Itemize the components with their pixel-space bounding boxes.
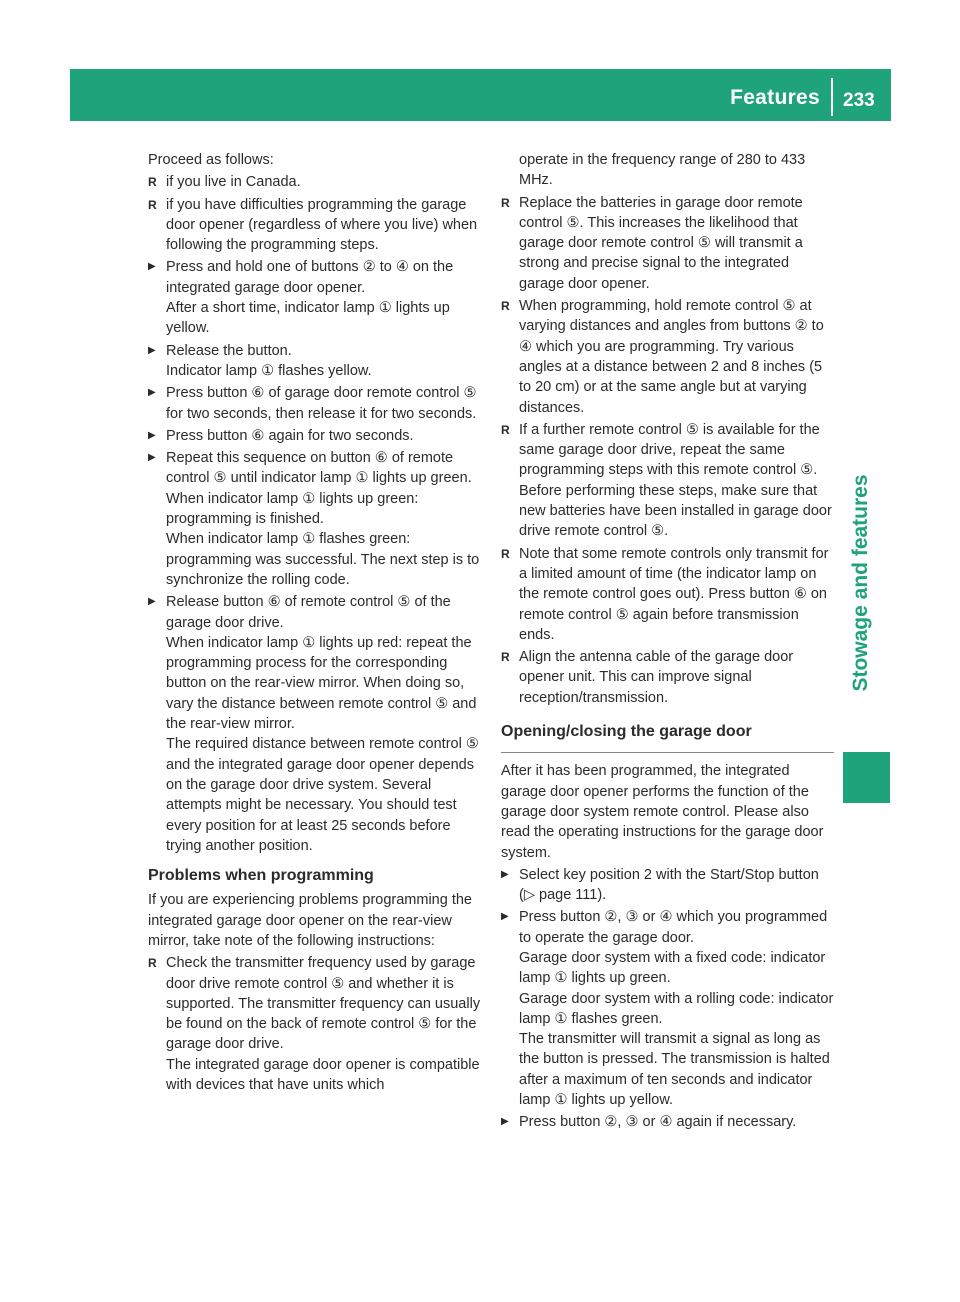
step-item: ▶ Press and hold one of buttons ② to ④ on the integrated garage door opener. xyxy=(148,257,482,298)
step-result: Indicator lamp ① flashes yellow. xyxy=(166,362,372,379)
step-result: When indicator lamp ① lights up red: repeat the programming process for the corresponding button on the rear-view mirror. When doing so, vary the distance between remote control ⑤ and the rear-view mirror. xyxy=(166,634,477,733)
step-item: ▶ Select key position 2 with the Start/Stop button (▷ page 111). xyxy=(501,865,834,906)
step-result: After a short time, indicator lamp ① lights up yellow. xyxy=(166,300,450,337)
page-number: 233 xyxy=(843,90,875,111)
bullet-item: R Note that some remote controls only transmit for a limited amount of time (the indicator lamp on the remote control goes out). Press button ⑥ on remote control ⑤ again before transmission ends. xyxy=(501,544,834,645)
step-item: ▶ Press button ⑥ again for two seconds. xyxy=(148,426,482,446)
paragraph: After it has been programmed, the integrated garage door opener performs the function of the garage door system remote control. Please also read the operating instructions for the garage door system. xyxy=(501,763,824,861)
step-result: Garage door system with a fixed code: indicator lamp ① lights up green. xyxy=(519,949,826,987)
step-item: ▶ Release button ⑥ of remote control ⑤ of the garage door drive. xyxy=(148,592,482,633)
bullet-continuation: operate in the frequency range of 280 to 433 MHz. xyxy=(519,152,806,189)
bullet-item: R if you have difficulties programming the garage door opener (regardless of where you live) when following the programming steps. xyxy=(148,195,482,256)
step-item: ▶ Repeat this sequence on button ⑥ of remote control ⑤ until indicator lamp ① lights up green. xyxy=(148,448,482,489)
section-heading: Problems when programming xyxy=(148,867,374,885)
step-result: Garage door system with a rolling code: indicator lamp ① flashes green. xyxy=(519,990,834,1027)
bullet-item: R Align the antenna cable of the garage door opener unit. This can improve signal reception/transmission. xyxy=(501,647,834,708)
step-result: When indicator lamp ① flashes green: programming was successful. The next step is to synchronize the rolling code. xyxy=(166,531,480,588)
step-item: ▶ Release the button. xyxy=(148,341,482,361)
bullet-item: R If a further remote control ⑤ is available for the same garage door drive, repeat the same programming steps with this remote control ⑤. Before performing these steps, make sure that new batteries have been installed in garage door drive remote control ⑤. xyxy=(501,420,834,542)
step-item: ▶ Press button ⑥ of garage door remote control ⑤ for two seconds, then release it for two seconds. xyxy=(148,383,482,424)
step-result: The transmitter will transmit a signal as long as the button is pressed. The transmission is halted after a maximum of ten seconds and indicator lamp ① lights up yellow. xyxy=(519,1031,830,1109)
step-item: ▶ Press button ②, ③ or ④ again if necessary. xyxy=(501,1112,834,1132)
section-heading: Opening/closing the garage door xyxy=(501,722,834,753)
paragraph: If you are experiencing problems programming the integrated garage door opener on the rear-view mirror, take note of the following instructions: xyxy=(148,892,472,949)
bullet-item: R Replace the batteries in garage door remote control ⑤. This increases the likelihood that garage door remote control ⑤ will transmit a strong and precise signal to the integrated garage door opener. xyxy=(501,193,834,294)
bullet-continuation: The integrated garage door opener is compatible with devices that have units which xyxy=(166,1056,480,1094)
left-column xyxy=(148,150,482,1095)
section-title: Features xyxy=(730,86,820,109)
step-item: ▶ Press button ②, ③ or ④ which you programmed to operate the garage door. xyxy=(501,907,834,948)
intro-text: Proceed as follows: xyxy=(148,152,274,168)
bullet-item: R When programming, hold remote control ⑤ at varying distances and angles from buttons ② to ④ which you are programming. Try various angles at a distance between 2 and 8 inches (5 to 20 cm) or at the same angle but at varying distances. xyxy=(501,296,834,418)
header-divider xyxy=(831,78,833,116)
side-tab-text: Stowage and features xyxy=(849,474,872,692)
bullet-item: R if you live in Canada. xyxy=(148,172,482,192)
step-result: The required distance between remote control ⑤ and the integrated garage door opener depends on the garage door drive system. Several attempts might be necessary. You should test every position for at least 25 seconds before trying another position. xyxy=(166,736,479,854)
right-column xyxy=(501,150,834,1133)
bullet-item: R Check the transmitter frequency used by garage door drive remote control ⑤ and whether it is supported. The transmitter frequency can usually be found on the back of remote control ⑤ for the garage door drive. xyxy=(148,953,482,1054)
step-result: When indicator lamp ① lights up green: programming is finished. xyxy=(166,490,419,528)
side-tab-label xyxy=(843,446,879,720)
side-tab-block xyxy=(843,752,890,803)
